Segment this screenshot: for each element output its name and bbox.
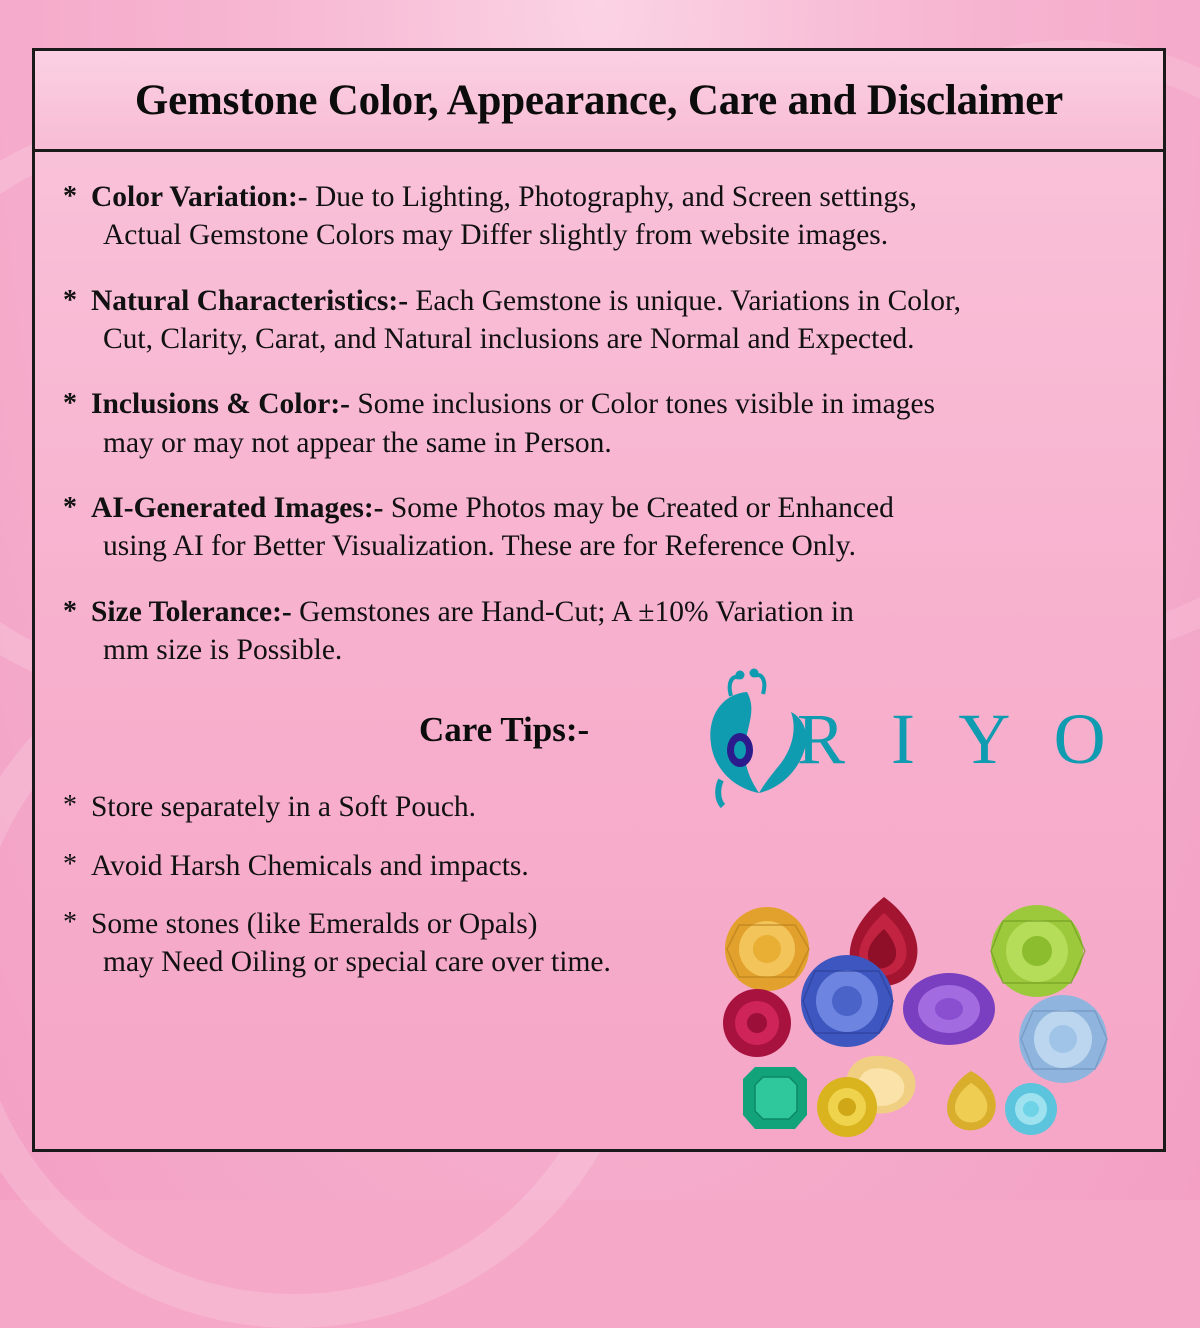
peacock-crest-dot	[736, 671, 745, 680]
care-tips-row	[57, 692, 1137, 784]
list-item-heading: Natural Characteristics:-	[91, 284, 409, 317]
gem-tanzanite-round	[801, 955, 893, 1047]
card-body	[35, 152, 1163, 982]
care-tips-heading: Care Tips:-	[419, 710, 590, 750]
asterisk-icon: *	[63, 848, 77, 880]
gemstone-cluster-image	[719, 891, 1149, 1141]
asterisk-icon: *	[63, 492, 77, 524]
asterisk-icon: *	[63, 388, 77, 420]
list-item	[57, 282, 1137, 359]
peacock-crest-dot	[750, 669, 759, 678]
asterisk-icon: *	[63, 181, 77, 212]
list-item-heading: Color Variation:-	[91, 181, 308, 213]
gem-emerald-emerald-cut	[743, 1067, 807, 1129]
asterisk-icon: *	[63, 595, 77, 627]
list-item-text: Store separately in a Soft Pouch.	[91, 791, 477, 824]
gem-yellow-sapphire-round	[817, 1077, 877, 1137]
list-item-text: Avoid Harsh Chemicals and impacts.	[91, 849, 529, 882]
list-item-text: Each Gemstone is unique. Variations in Color,	[408, 284, 961, 317]
asterisk-icon: *	[63, 284, 77, 316]
title-bar	[35, 51, 1163, 152]
gemstone-illustration	[719, 891, 1149, 1141]
list-item	[57, 178, 1137, 255]
gem-ruby-round	[723, 989, 791, 1057]
gem-blue-topaz-round	[1005, 1083, 1057, 1135]
list-item-text-second-line: Actual Gemstone Colors may Differ slightly from website images.	[103, 219, 889, 252]
list-item-text: Due to Lighting, Photography, and Screen settings,	[307, 181, 917, 213]
list-item-text-second-line: using AI for Better Visualization. These are for Reference Only.	[103, 530, 856, 563]
list-item-text: Some inclusions or Color tones visible in images	[349, 388, 936, 421]
list-item	[57, 905, 791, 982]
gem-peridot-round	[991, 905, 1085, 997]
gem-citrine-oval	[725, 907, 809, 991]
asterisk-icon: *	[63, 907, 77, 939]
list-item	[57, 489, 1137, 566]
brand-name: R I Y O	[797, 699, 1120, 780]
gem-yellow-beryl-pear	[947, 1071, 996, 1130]
list-item-text: Some Photos may be Created or Enhanced	[383, 492, 894, 525]
peacock-eye-feather-inner	[734, 741, 746, 759]
list-item-text-second-line: may or may not appear the same in Person.	[103, 426, 612, 459]
list-item-heading: Inclusions & Color:-	[91, 388, 350, 421]
brand-logo	[657, 656, 1166, 806]
list-item-text-second-line: may Need Oiling or special care over time.	[103, 946, 611, 979]
list-item-heading: AI-Generated Images:-	[91, 492, 384, 525]
list-item-heading: Size Tolerance:-	[91, 595, 292, 628]
page-title: Gemstone Color, Appearance, Care and Disclaimer	[134, 76, 1064, 124]
list-item-text-second-line: Cut, Clarity, Carat, and Natural inclusions are Normal and Expected.	[103, 323, 915, 356]
asterisk-icon: *	[63, 790, 77, 822]
gem-amethyst-oval	[903, 973, 995, 1045]
list-item	[57, 788, 791, 826]
list-item-text-second-line: mm size is Possible.	[103, 634, 343, 667]
gem-aquamarine-round	[1019, 995, 1107, 1083]
list-item-text: Gemstones are Hand-Cut; A ±10% Variation in	[291, 595, 854, 628]
disclaimer-card	[32, 48, 1166, 1152]
list-item-text: Some stones (like Emeralds or Opals)	[91, 908, 538, 941]
list-item	[57, 847, 791, 885]
list-item	[57, 385, 1137, 462]
